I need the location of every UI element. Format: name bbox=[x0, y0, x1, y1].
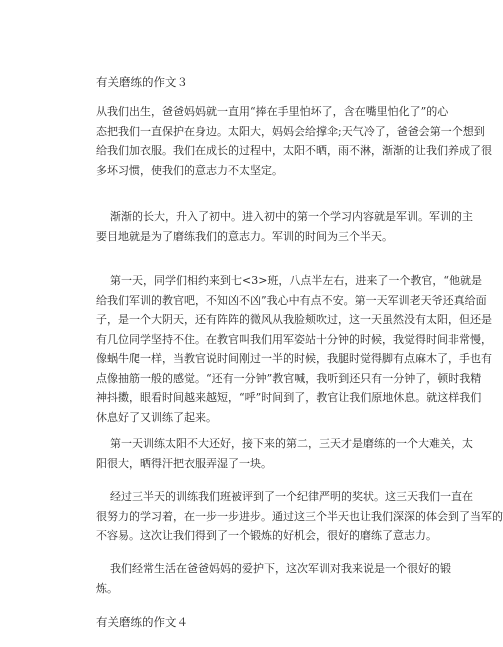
paragraph-line: 第一天，同学们相约来到七<3>班，八点半左右，进来了一个教官，“他就是 bbox=[110, 274, 483, 287]
paragraph-line: 有几位同学坚持不住。在教官叫我们用军姿站十分钟的时候，我觉得时间非常慢， bbox=[96, 332, 492, 346]
essay-title-3: 有关磨练的作文３ bbox=[96, 75, 188, 89]
paragraph-line: 休息好了又训练了起来。 bbox=[96, 410, 217, 424]
paragraph-line: 态把我们一直保护在身边。太阳大，妈妈会给撑伞;天气冷了，爸爸会第一个想到 bbox=[96, 124, 485, 138]
paragraph-line: 要目地就是为了磨练我们的意志力。军训的时间为三个半天。 bbox=[96, 229, 393, 243]
paragraph-1 bbox=[96, 102, 492, 180]
paragraph-4 bbox=[96, 434, 473, 473]
paragraph-line: 很努力的学习着，在一步一步进步。通过这三个半天也让我们深深的体会到了当军的 bbox=[96, 509, 503, 523]
paragraph-line: 不容易。这次让我们得到了一个锻炼的好机会，很好的磨练了意志力。 bbox=[96, 529, 437, 542]
paragraph-line: 多坏习惯，使我们的意志力不太坚定。 bbox=[96, 163, 283, 177]
essay-title-4: 有关磨练的作文４ bbox=[96, 615, 188, 629]
paragraph-line: 我们经常生活在爸爸妈妈的爱护下，这次军训对我来说是一个很好的锻 bbox=[110, 562, 451, 575]
paragraph-line: 像蜗牛爬一样，当教官说时间刚过一半的时候，我腿时觉得脚有点麻木了，手也有 bbox=[96, 352, 492, 365]
paragraph-line: 神抖擞，眼看时间越来越短，“呼”时间到了，教官让我们原地休息。就这样我们 bbox=[96, 391, 482, 404]
paragraph-line: 炼。 bbox=[96, 581, 118, 595]
paragraph-2 bbox=[96, 207, 473, 246]
paragraph-line: 从我们出生，爸爸妈妈就一直用“捧在手里怕坏了，含在嘴里怕化了”的心 bbox=[96, 105, 449, 118]
paragraph-line: 点像抽筋一般的感觉。“还有一分钟”教官喊，我听到还只有一分钟了，顿时我精 bbox=[96, 371, 482, 385]
paragraph-line: 给我们军训的教官吧，不知凶不凶”我心中有点不安。第一天军训老天爷还真给面 bbox=[96, 293, 487, 307]
paragraph-3 bbox=[96, 271, 492, 427]
paragraph-6 bbox=[96, 559, 451, 598]
paragraph-line: 子，是一个大阴天，还有阵阵的微风从我脸颊吹过，这一天虽然没有太阳，但还是 bbox=[96, 313, 492, 326]
paragraph-line: 渐渐的长大，升入了初中。进入初中的第一个学习内容就是军训。军训的主 bbox=[110, 210, 473, 223]
paragraph-5 bbox=[96, 487, 503, 546]
paragraph-line: 经过三半天的训练我们班被评到了一个纪律严明的奖状。这三天我们一直在 bbox=[110, 490, 473, 503]
paragraph-line: 阳很大，晒得汗把衣服弄湿了一块。 bbox=[96, 456, 272, 470]
paragraph-line: 第一天训练太阳不大还好，接下来的第二，三天才是磨练的一个大难关，太 bbox=[110, 437, 473, 450]
paragraph-line: 给我们加衣服。我们在成长的过程中，太阳不晒，雨不淋，渐渐的让我们养成了很 bbox=[96, 144, 492, 157]
